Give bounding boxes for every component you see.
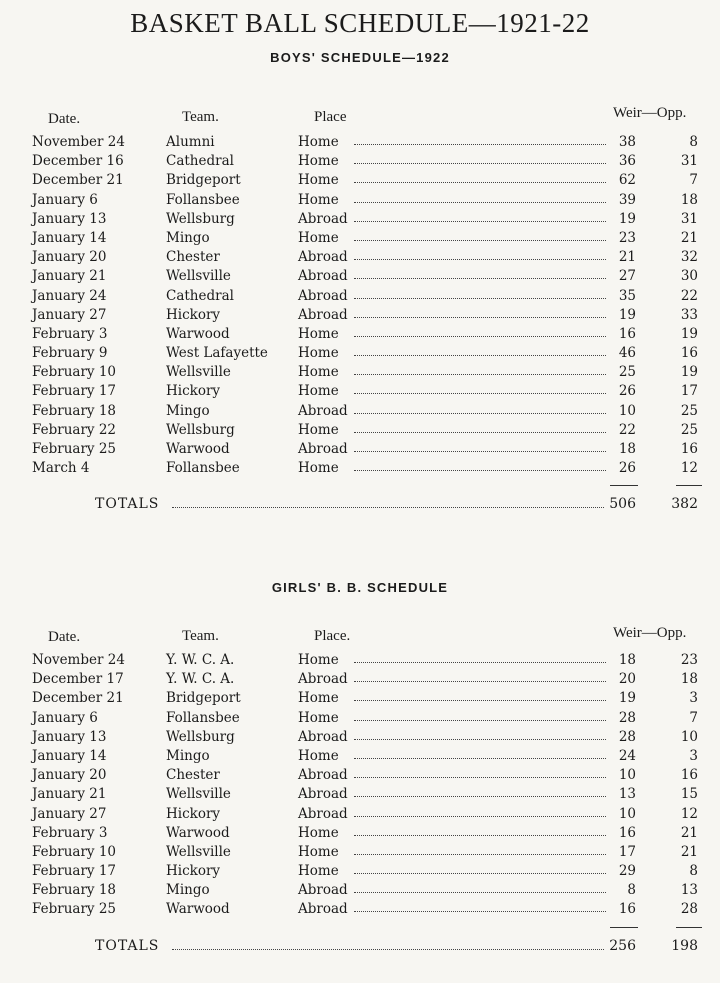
dot-leader — [354, 854, 606, 855]
game-date: January 14 — [32, 747, 107, 764]
game-place: Home — [298, 652, 339, 668]
girls-total-rule-opp — [676, 927, 702, 928]
game-place: Abroad — [298, 441, 348, 457]
dot-leader — [354, 413, 606, 414]
girls-game-row — [0, 805, 720, 824]
weir-score: 25 — [618, 364, 636, 381]
game-place: Abroad — [298, 901, 348, 918]
opponent-score: 16 — [680, 767, 698, 784]
game-date: December 16 — [32, 153, 124, 170]
weir-score: 19 — [618, 306, 636, 323]
girls-game-row — [0, 862, 720, 881]
game-date: January 14 — [32, 229, 107, 246]
opponent-score: 3 — [689, 690, 698, 707]
game-place: Home — [298, 345, 339, 362]
dot-leader — [354, 163, 606, 164]
game-date: December 21 — [32, 690, 124, 707]
girls-total-weir: 256 — [609, 938, 636, 954]
game-team: Follansbee — [166, 709, 240, 726]
game-date: February 9 — [32, 345, 108, 362]
weir-score: 16 — [618, 901, 636, 918]
boys-game-row — [0, 306, 720, 325]
game-place: Home — [298, 191, 339, 208]
dot-leader — [354, 758, 606, 759]
girls-place-header: Place. — [314, 628, 351, 644]
game-date: February 22 — [32, 421, 117, 438]
game-team: Alumni — [166, 134, 215, 150]
girls-game-row — [0, 709, 720, 728]
weir-score: 62 — [618, 172, 636, 189]
girls-game-row — [0, 881, 720, 900]
boys-total-opp: 382 — [671, 496, 698, 512]
weir-score: 16 — [618, 325, 636, 342]
opponent-score: 25 — [680, 421, 698, 438]
dot-leader — [354, 662, 606, 663]
opponent-score: 12 — [680, 805, 698, 822]
boys-game-row — [0, 133, 720, 152]
opponent-score: 7 — [689, 709, 698, 726]
game-team: Warwood — [166, 824, 230, 841]
game-place: Home — [298, 325, 339, 342]
game-team: Wellsburg — [166, 421, 235, 438]
opponent-score: 22 — [680, 287, 698, 304]
game-team: Chester — [166, 767, 220, 784]
game-team: Hickory — [166, 863, 221, 880]
opponent-score: 21 — [680, 824, 698, 841]
game-place: Home — [298, 383, 339, 400]
game-date: December 21 — [32, 172, 124, 189]
game-place: Abroad — [298, 249, 348, 266]
game-place: Home — [298, 134, 339, 150]
opponent-score: 12 — [680, 460, 698, 477]
game-place: Abroad — [298, 268, 348, 285]
game-date: January 13 — [32, 210, 107, 227]
opponent-score: 30 — [680, 268, 698, 285]
game-place: Abroad — [298, 805, 348, 822]
dot-leader — [354, 681, 606, 682]
girls-game-row — [0, 766, 720, 785]
weir-score: 13 — [618, 786, 636, 803]
boys-game-row — [0, 191, 720, 210]
girls-game-row — [0, 843, 720, 862]
game-date: November 24 — [32, 134, 125, 150]
weir-score: 39 — [618, 191, 636, 208]
game-date: January 6 — [32, 709, 98, 726]
game-team: Mingo — [166, 747, 210, 764]
boys-game-row — [0, 287, 720, 306]
boys-total-rule-weir — [610, 485, 638, 486]
page-title: BASKET BALL SCHEDULE—1921-22 — [130, 8, 590, 38]
opponent-score: 19 — [680, 325, 698, 342]
boys-game-row — [0, 325, 720, 344]
boys-game-row — [0, 459, 720, 478]
game-team: Warwood — [166, 325, 230, 342]
boys-total-weir: 506 — [609, 496, 636, 512]
boys-game-row — [0, 440, 720, 459]
dot-leader — [354, 816, 606, 817]
boys-game-row — [0, 363, 720, 382]
game-place: Abroad — [298, 671, 348, 688]
boys-score-header: Weir—Opp. — [613, 105, 687, 121]
game-team: Hickory — [166, 383, 221, 400]
dot-leader — [354, 336, 606, 337]
opponent-score: 32 — [680, 249, 698, 266]
boys-game-row — [0, 152, 720, 171]
game-place: Home — [298, 747, 339, 764]
game-place: Abroad — [298, 210, 348, 227]
weir-score: 29 — [618, 863, 636, 880]
girls-totals-row — [0, 938, 720, 958]
game-place: Home — [298, 460, 339, 477]
weir-score: 22 — [618, 421, 636, 438]
game-team: Warwood — [166, 901, 230, 918]
game-team: Hickory — [166, 306, 221, 323]
game-team: Bridgeport — [166, 690, 241, 707]
game-date: February 17 — [32, 863, 117, 880]
dot-leader — [354, 355, 606, 356]
girls-schedule-heading: GIRLS' B. B. SCHEDULE — [271, 580, 449, 595]
weir-score: 35 — [618, 287, 636, 304]
dot-leader — [354, 202, 606, 203]
opponent-score: 13 — [680, 882, 698, 899]
girls-score-header: Weir—Opp. — [613, 625, 687, 641]
game-team: Follansbee — [166, 191, 240, 208]
girls-game-row — [0, 651, 720, 670]
game-date: February 25 — [32, 441, 117, 457]
game-date: February 3 — [32, 325, 108, 342]
game-place: Abroad — [298, 306, 348, 323]
dot-leader — [354, 470, 606, 471]
game-place: Home — [298, 709, 339, 726]
game-team: Follansbee — [166, 460, 240, 477]
game-place: Home — [298, 690, 339, 707]
opponent-score: 15 — [680, 786, 698, 803]
game-date: February 18 — [32, 402, 117, 419]
game-date: January 21 — [32, 786, 107, 803]
dot-leader — [354, 700, 606, 701]
opponent-score: 31 — [680, 210, 698, 227]
weir-score: 36 — [618, 153, 636, 170]
game-team: Wellsville — [166, 364, 231, 381]
game-team: Y. W. C. A. — [166, 652, 235, 668]
girls-date-header: Date. — [48, 629, 81, 645]
game-date: January 13 — [32, 728, 107, 745]
weir-score: 21 — [618, 249, 636, 266]
game-date: February 10 — [32, 843, 117, 860]
weir-score: 17 — [618, 843, 636, 860]
boys-game-row — [0, 229, 720, 248]
weir-score: 16 — [618, 824, 636, 841]
game-team: Cathedral — [166, 287, 234, 304]
game-team: Chester — [166, 249, 220, 266]
dot-leader — [354, 911, 606, 912]
dot-leader — [354, 182, 606, 183]
game-place: Abroad — [298, 402, 348, 419]
game-team: Hickory — [166, 805, 221, 822]
game-date: March 4 — [32, 460, 90, 477]
opponent-score: 7 — [689, 172, 698, 189]
game-team: Cathedral — [166, 153, 234, 170]
boys-totals-row — [0, 496, 720, 516]
game-date: February 17 — [32, 383, 117, 400]
game-place: Home — [298, 843, 339, 860]
dot-leader — [354, 432, 606, 433]
boys-date-header: Date. — [48, 111, 81, 127]
dot-leader — [354, 144, 606, 145]
dot-leader — [354, 892, 606, 893]
dot-leader — [354, 278, 606, 279]
dot-leader — [354, 374, 606, 375]
weir-score: 10 — [618, 767, 636, 784]
dot-leader — [354, 259, 606, 260]
boys-schedule-heading: BOYS' SCHEDULE—1922 — [270, 50, 450, 65]
dot-leader — [354, 221, 606, 222]
game-date: February 25 — [32, 901, 117, 918]
boys-game-row — [0, 382, 720, 401]
boys-game-row — [0, 171, 720, 190]
dot-leader — [354, 298, 606, 299]
girls-games-table — [0, 651, 720, 920]
game-place: Abroad — [298, 728, 348, 745]
weir-score: 19 — [618, 210, 636, 227]
weir-score: 10 — [618, 805, 636, 822]
opponent-score: 21 — [680, 229, 698, 246]
boys-place-header: Place — [314, 109, 347, 125]
opponent-score: 23 — [680, 652, 698, 668]
boys-game-row — [0, 344, 720, 363]
boys-game-row — [0, 248, 720, 267]
girls-totals-label: TOTALS — [95, 938, 160, 954]
girls-game-row — [0, 785, 720, 804]
game-date: January 24 — [32, 287, 107, 304]
opponent-score: 17 — [680, 383, 698, 400]
game-team: Wellsburg — [166, 728, 235, 745]
weir-score: 46 — [618, 345, 636, 362]
girls-totals-leader — [172, 949, 604, 950]
dot-leader — [354, 873, 606, 874]
opponent-score: 8 — [689, 863, 698, 880]
game-team: Bridgeport — [166, 172, 241, 189]
boys-totals-label: TOTALS — [95, 496, 160, 512]
game-place: Home — [298, 863, 339, 880]
girls-game-row — [0, 689, 720, 708]
dot-leader — [354, 240, 606, 241]
game-place: Abroad — [298, 287, 348, 304]
game-place: Abroad — [298, 767, 348, 784]
game-date: February 10 — [32, 364, 117, 381]
weir-score: 24 — [618, 747, 636, 764]
game-team: Y. W. C. A. — [166, 671, 235, 688]
boys-game-row — [0, 267, 720, 286]
opponent-score: 28 — [680, 901, 698, 918]
weir-score: 8 — [627, 882, 636, 899]
dot-leader — [354, 393, 606, 394]
game-date: January 6 — [32, 191, 98, 208]
game-place: Home — [298, 153, 339, 170]
weir-score: 28 — [618, 709, 636, 726]
weir-score: 10 — [618, 402, 636, 419]
dot-leader — [354, 835, 606, 836]
opponent-score: 16 — [680, 345, 698, 362]
game-place: Home — [298, 364, 339, 381]
game-team: Wellsville — [166, 786, 231, 803]
game-team: Mingo — [166, 402, 210, 419]
weir-score: 18 — [618, 652, 636, 668]
game-date: January 20 — [32, 767, 107, 784]
weir-score: 38 — [618, 134, 636, 150]
dot-leader — [354, 777, 606, 778]
game-date: January 21 — [32, 268, 107, 285]
girls-team-header: Team. — [182, 628, 219, 644]
boys-team-header: Team. — [182, 109, 219, 125]
opponent-score: 8 — [689, 134, 698, 150]
game-date: February 18 — [32, 882, 117, 899]
game-date: January 27 — [32, 306, 107, 323]
game-place: Home — [298, 824, 339, 841]
opponent-score: 31 — [680, 153, 698, 170]
game-place: Home — [298, 229, 339, 246]
dot-leader — [354, 720, 606, 721]
weir-score: 28 — [618, 728, 636, 745]
game-team: West Lafayette — [166, 345, 268, 362]
weir-score: 23 — [618, 229, 636, 246]
opponent-score: 25 — [680, 402, 698, 419]
opponent-score: 19 — [680, 364, 698, 381]
girls-game-row — [0, 824, 720, 843]
girls-total-rule-weir — [610, 927, 638, 928]
game-team: Wellsville — [166, 268, 231, 285]
boys-totals-leader — [172, 507, 604, 508]
game-date: January 27 — [32, 805, 107, 822]
dot-leader — [354, 451, 606, 452]
girls-game-row — [0, 747, 720, 766]
dot-leader — [354, 796, 606, 797]
game-team: Warwood — [166, 441, 230, 457]
girls-game-row — [0, 900, 720, 919]
opponent-score: 21 — [680, 843, 698, 860]
game-date: December 17 — [32, 671, 124, 688]
game-date: February 3 — [32, 824, 108, 841]
opponent-score: 18 — [680, 671, 698, 688]
opponent-score: 10 — [680, 728, 698, 745]
boys-game-row — [0, 421, 720, 440]
opponent-score: 3 — [689, 747, 698, 764]
game-team: Wellsville — [166, 843, 231, 860]
game-date: November 24 — [32, 652, 125, 668]
game-place: Abroad — [298, 882, 348, 899]
game-date: January 20 — [32, 249, 107, 266]
dot-leader — [354, 317, 606, 318]
boys-games-table — [0, 133, 720, 478]
game-team: Mingo — [166, 882, 210, 899]
weir-score: 18 — [618, 441, 636, 457]
weir-score: 26 — [618, 383, 636, 400]
girls-game-row — [0, 670, 720, 689]
dot-leader — [354, 739, 606, 740]
game-place: Home — [298, 421, 339, 438]
game-team: Mingo — [166, 229, 210, 246]
girls-game-row — [0, 728, 720, 747]
game-place: Home — [298, 172, 339, 189]
opponent-score: 16 — [680, 441, 698, 457]
girls-total-opp: 198 — [671, 938, 698, 954]
boys-total-rule-opp — [676, 485, 702, 486]
weir-score: 19 — [618, 690, 636, 707]
game-place: Abroad — [298, 786, 348, 803]
weir-score: 20 — [618, 671, 636, 688]
boys-game-row — [0, 402, 720, 421]
boys-game-row — [0, 210, 720, 229]
game-team: Wellsburg — [166, 210, 235, 227]
weir-score: 27 — [618, 268, 636, 285]
weir-score: 26 — [618, 460, 636, 477]
opponent-score: 18 — [680, 191, 698, 208]
opponent-score: 33 — [680, 306, 698, 323]
